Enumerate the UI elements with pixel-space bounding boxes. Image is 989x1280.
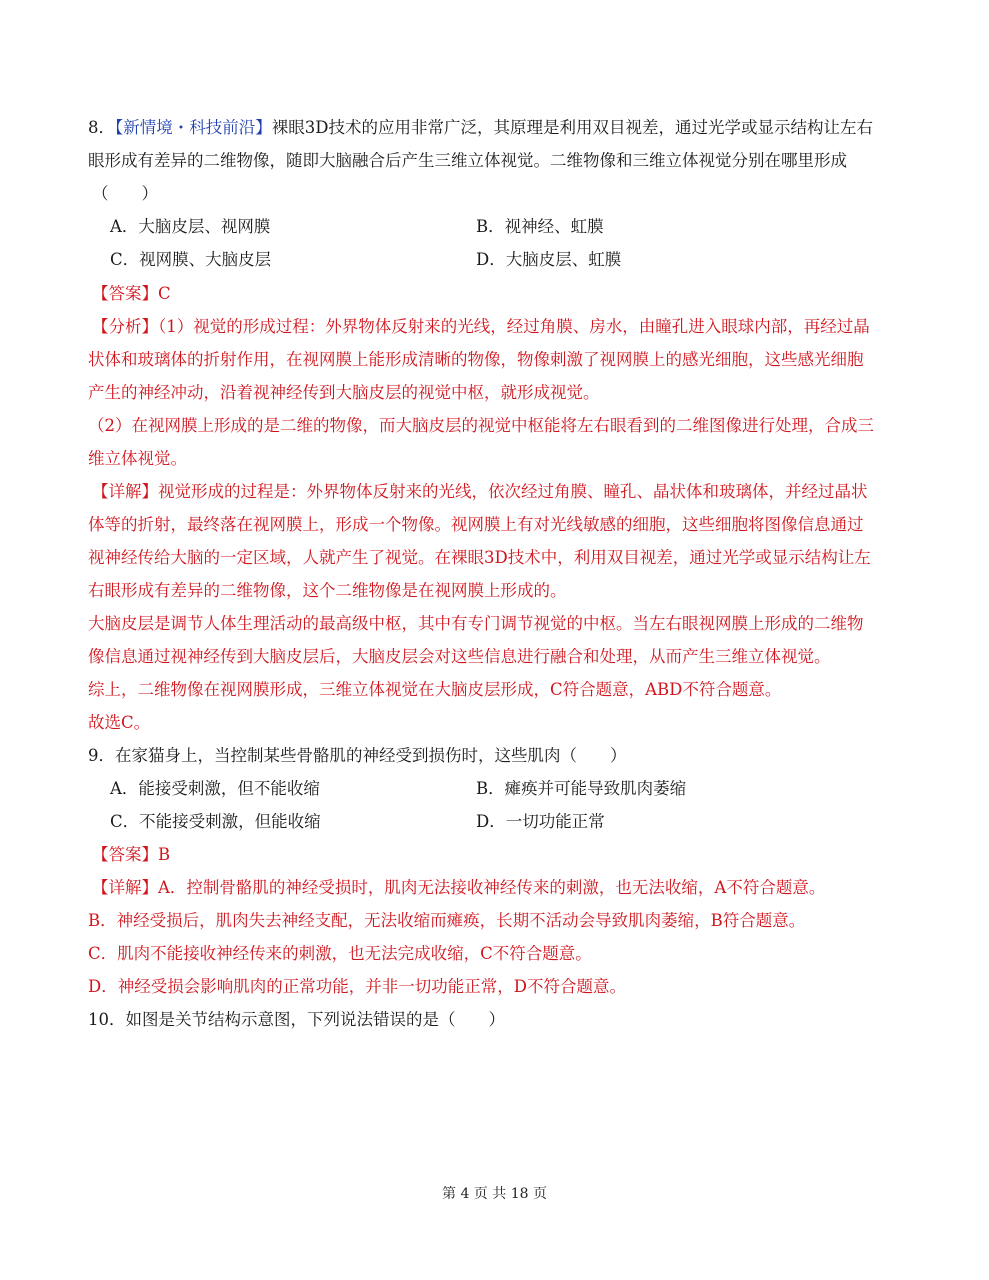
question-9-option-b: B．瘫痪并可能导致肌肉萎缩 <box>476 779 687 798</box>
question-9-answer: 【答案】B <box>92 845 171 864</box>
question-8-option-a: A．大脑皮层、视网膜 <box>110 217 271 236</box>
question-8-detail-line-8: 故选C。 <box>88 713 151 732</box>
question-9-option-a: A．能接受刺激，但不能收缩 <box>110 779 320 798</box>
question-9-detail-line-2: B．神经受损后，肌肉失去神经支配，无法收缩而瘫痪，长期不活动会导致肌肉萎缩，B符合题意。 <box>88 911 806 930</box>
question-8-analysis-line-3: 产生的神经冲动，沿着视神经传到大脑皮层的视觉中枢，就形成视觉。 <box>88 383 600 402</box>
question-8-analysis-line-2: 状体和玻璃体的折射作用，在视网膜上能形成清晰的物像，物像刺激了视网膜上的感光细胞，这些感光细胞 <box>88 350 864 369</box>
question-8-tag: 【新情境・科技前沿】 <box>115 118 272 137</box>
question-8-detail-line-4: 右眼形成有差异的二维物像，这个二维物像是在视网膜上形成的。 <box>88 581 567 600</box>
question-9-detail-line-3: C．肌肉不能接收神经传来的刺激，也无法完成收缩，C不符合题意。 <box>88 944 592 963</box>
page-footer: 第 4 页 共 18 页 <box>442 1186 547 1202</box>
question-8-option-b: B．视神经、虹膜 <box>476 217 604 236</box>
question-9-option-c: C．不能接受刺激，但能收缩 <box>110 812 321 831</box>
question-8-detail-line-2: 体等的折射，最终落在视网膜上，形成一个物像。视网膜上有对光线敏感的细胞，这些细胞将图像信息通过 <box>88 515 864 534</box>
question-8-detail-line-1: 【详解】视觉形成的过程是：外界物体反射来的光线，依次经过角膜、瞳孔、晶状体和玻璃体，并经过晶状 <box>92 482 868 501</box>
question-10-stem: 10．如图是关节结构示意图，下列说法错误的是（ ） <box>88 1010 505 1029</box>
question-8-analysis-line-4: （2）在视网膜上形成的是二维的物像，而大脑皮层的视觉中枢能将左右眼看到的二维图像进行处理，合成三 <box>88 416 874 435</box>
question-8-number: 8． <box>88 118 115 137</box>
question-8-analysis-line-5: 维立体视觉。 <box>88 449 187 468</box>
question-8-detail-line-3: 视神经传给大脑的一定区域，人就产生了视觉。在裸眼3D技术中，利用双目视差，通过光学或显示结构让左 <box>88 548 871 567</box>
question-8-option-d: D．大脑皮层、虹膜 <box>476 250 622 269</box>
question-8-analysis-line-1: 【分析】（1）视觉的形成过程：外界物体反射来的光线，经过角膜、房水，由瞳孔进入眼球内部，再经过晶 <box>92 317 870 336</box>
question-8-detail-line-7: 综上，二维物像在视网膜形成，三维立体视觉在大脑皮层形成，C符合题意，ABD不符合题意。 <box>88 680 782 699</box>
question-8-stem-part-1: 裸眼3D技术的应用非常广泛，其原理是利用双目视差，通过光学或显示结构让左右 <box>271 118 873 137</box>
question-8-detail-line-6: 像信息通过视神经传到大脑皮层后，大脑皮层会对这些信息进行融合和处理，从而产生三维立体视觉。 <box>88 647 831 666</box>
question-8-answer: 【答案】C <box>92 284 171 303</box>
question-9-stem: 9．在家猫身上，当控制某些骨骼肌的神经受到损伤时，这些肌肉（ ） <box>88 746 627 765</box>
question-9-detail-line-1: 【详解】A．控制骨骼肌的神经受损时，肌肉无法接收神经传来的刺激，也无法收缩，A不符合题意。 <box>92 878 826 897</box>
question-8-detail-line-5: 大脑皮层是调节人体生理活动的最高级中枢，其中有专门调节视觉的中枢。当左右眼视网膜上形成的二维物 <box>88 614 864 633</box>
question-8-option-c: C．视网膜、大脑皮层 <box>110 250 272 269</box>
question-8-stem-line-2: 眼形成有差异的二维物像，随即大脑融合后产生三维立体视觉。二维物像和三维立体视觉分别在哪里形成 <box>88 151 847 170</box>
question-8-blank: （ ） <box>92 184 158 203</box>
question-8-stem-line-1 <box>88 117 873 139</box>
question-9-option-d: D．一切功能正常 <box>476 812 605 831</box>
question-9-detail-line-4: D．神经受损会影响肌肉的正常功能，并非一切功能正常，D不符合题意。 <box>88 977 626 996</box>
